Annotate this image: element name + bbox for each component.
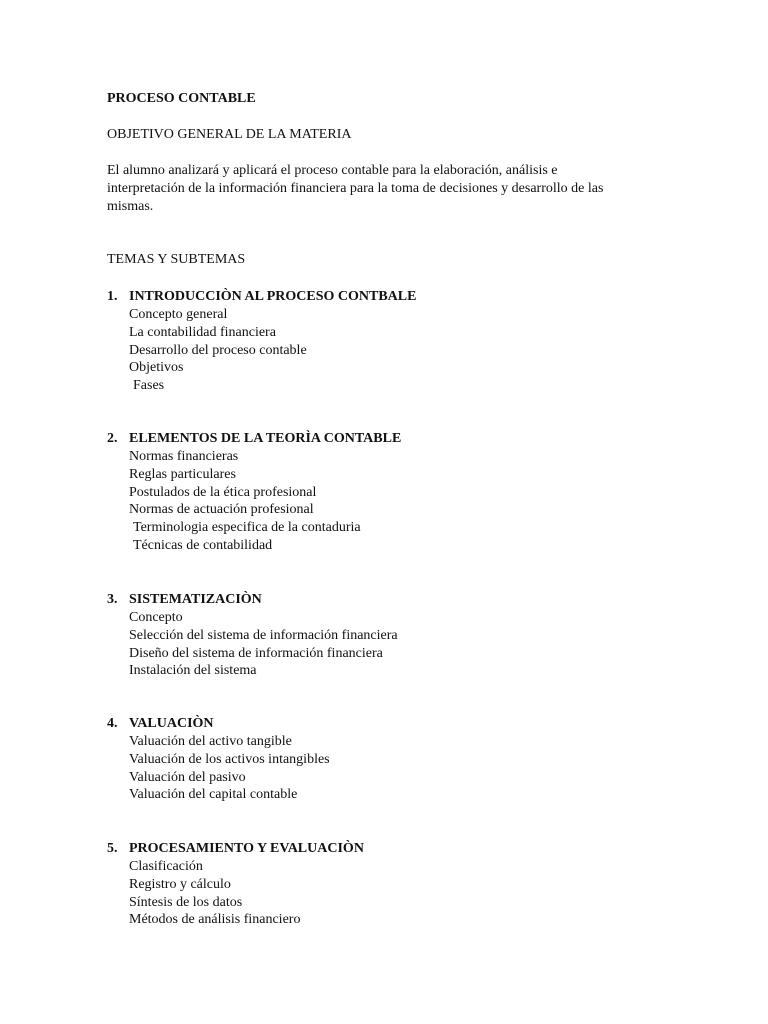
subtopic-item: Terminologia especifica de la contaduria — [133, 520, 361, 536]
topics-heading: TEMAS Y SUBTEMAS — [107, 252, 246, 267]
subtopic-item: Diseño del sistema de información financiera — [129, 645, 383, 661]
subtopic-item: Valuación de los activos intangibles — [129, 751, 330, 767]
subtopic-item: Registro y cálculo — [129, 876, 231, 892]
subtopic-list — [107, 858, 300, 929]
section-title: ELEMENTOS DE LA TEORÌA CONTABLE — [129, 431, 402, 446]
section-heading — [107, 591, 398, 609]
subtopic-item: Técnicas de contabilidad — [133, 537, 273, 553]
description-line: El alumno analizará y aplicará el proceso contable para la elaboración, análisis e — [107, 163, 558, 178]
description-line: mismas. — [107, 199, 154, 214]
subtopic-item: Valuación del activo tangible — [129, 734, 292, 749]
subtopic-item: Objetivos — [129, 360, 184, 376]
section-heading — [107, 430, 402, 448]
subtopic-item: Normas financieras — [129, 449, 239, 464]
section-title: SISTEMATIZACIÒN — [129, 592, 262, 607]
subtopic-list — [107, 609, 398, 680]
subtopic-item: Instalación del sistema — [129, 663, 257, 679]
subtopic-item: Síntesis de los datos — [129, 894, 243, 910]
subtopic-item: Postulados de la ética profesional — [129, 484, 317, 500]
section-5 — [107, 840, 364, 929]
section-number: 5. — [107, 841, 118, 856]
document-title: PROCESO CONTABLE — [107, 91, 256, 106]
section-number: 1. — [107, 289, 118, 304]
subtopic-item: Normas de actuación profesional — [129, 502, 314, 518]
section-3 — [107, 591, 398, 680]
section-number: 2. — [107, 431, 118, 446]
subtopic-item: Desarrollo del proceso contable — [129, 342, 307, 358]
subtopic-item: Métodos de análisis financiero — [129, 912, 301, 928]
section-heading — [107, 715, 330, 733]
section-title: INTRODUCCIÒN AL PROCESO CONTBALE — [129, 289, 417, 304]
section-title: PROCESAMIENTO Y EVALUACIÒN — [129, 841, 364, 856]
subtopic-list — [107, 306, 307, 395]
subtopic-item: Valuación del capital contable — [129, 787, 298, 803]
subtopic-item: Fases — [133, 378, 165, 394]
subtopic-item: Concepto general — [129, 307, 228, 322]
subtopic-item: Selección del sistema de información financiera — [129, 627, 398, 643]
subtopic-item: Concepto — [129, 610, 183, 625]
subtopic-list — [107, 448, 361, 555]
subtopic-item: Valuación del pasivo — [129, 769, 246, 785]
objective-description — [107, 162, 667, 216]
description-line: interpretación de la información financiera para la toma de decisiones y desarrollo de las — [107, 181, 604, 196]
subtopic-item: La contabilidad financiera — [129, 324, 276, 340]
section-2 — [107, 430, 402, 555]
section-number: 3. — [107, 592, 118, 607]
section-title: VALUACIÒN — [129, 716, 214, 731]
section-heading — [107, 840, 364, 858]
subtopic-list — [107, 733, 330, 804]
subtopic-item: Clasificación — [129, 859, 203, 874]
section-number: 4. — [107, 716, 118, 731]
section-1 — [107, 288, 417, 395]
subtopic-item: Reglas particulares — [129, 466, 236, 482]
section-heading — [107, 288, 417, 306]
section-4 — [107, 715, 330, 804]
objective-heading: OBJETIVO GENERAL DE LA MATERIA — [107, 127, 352, 142]
